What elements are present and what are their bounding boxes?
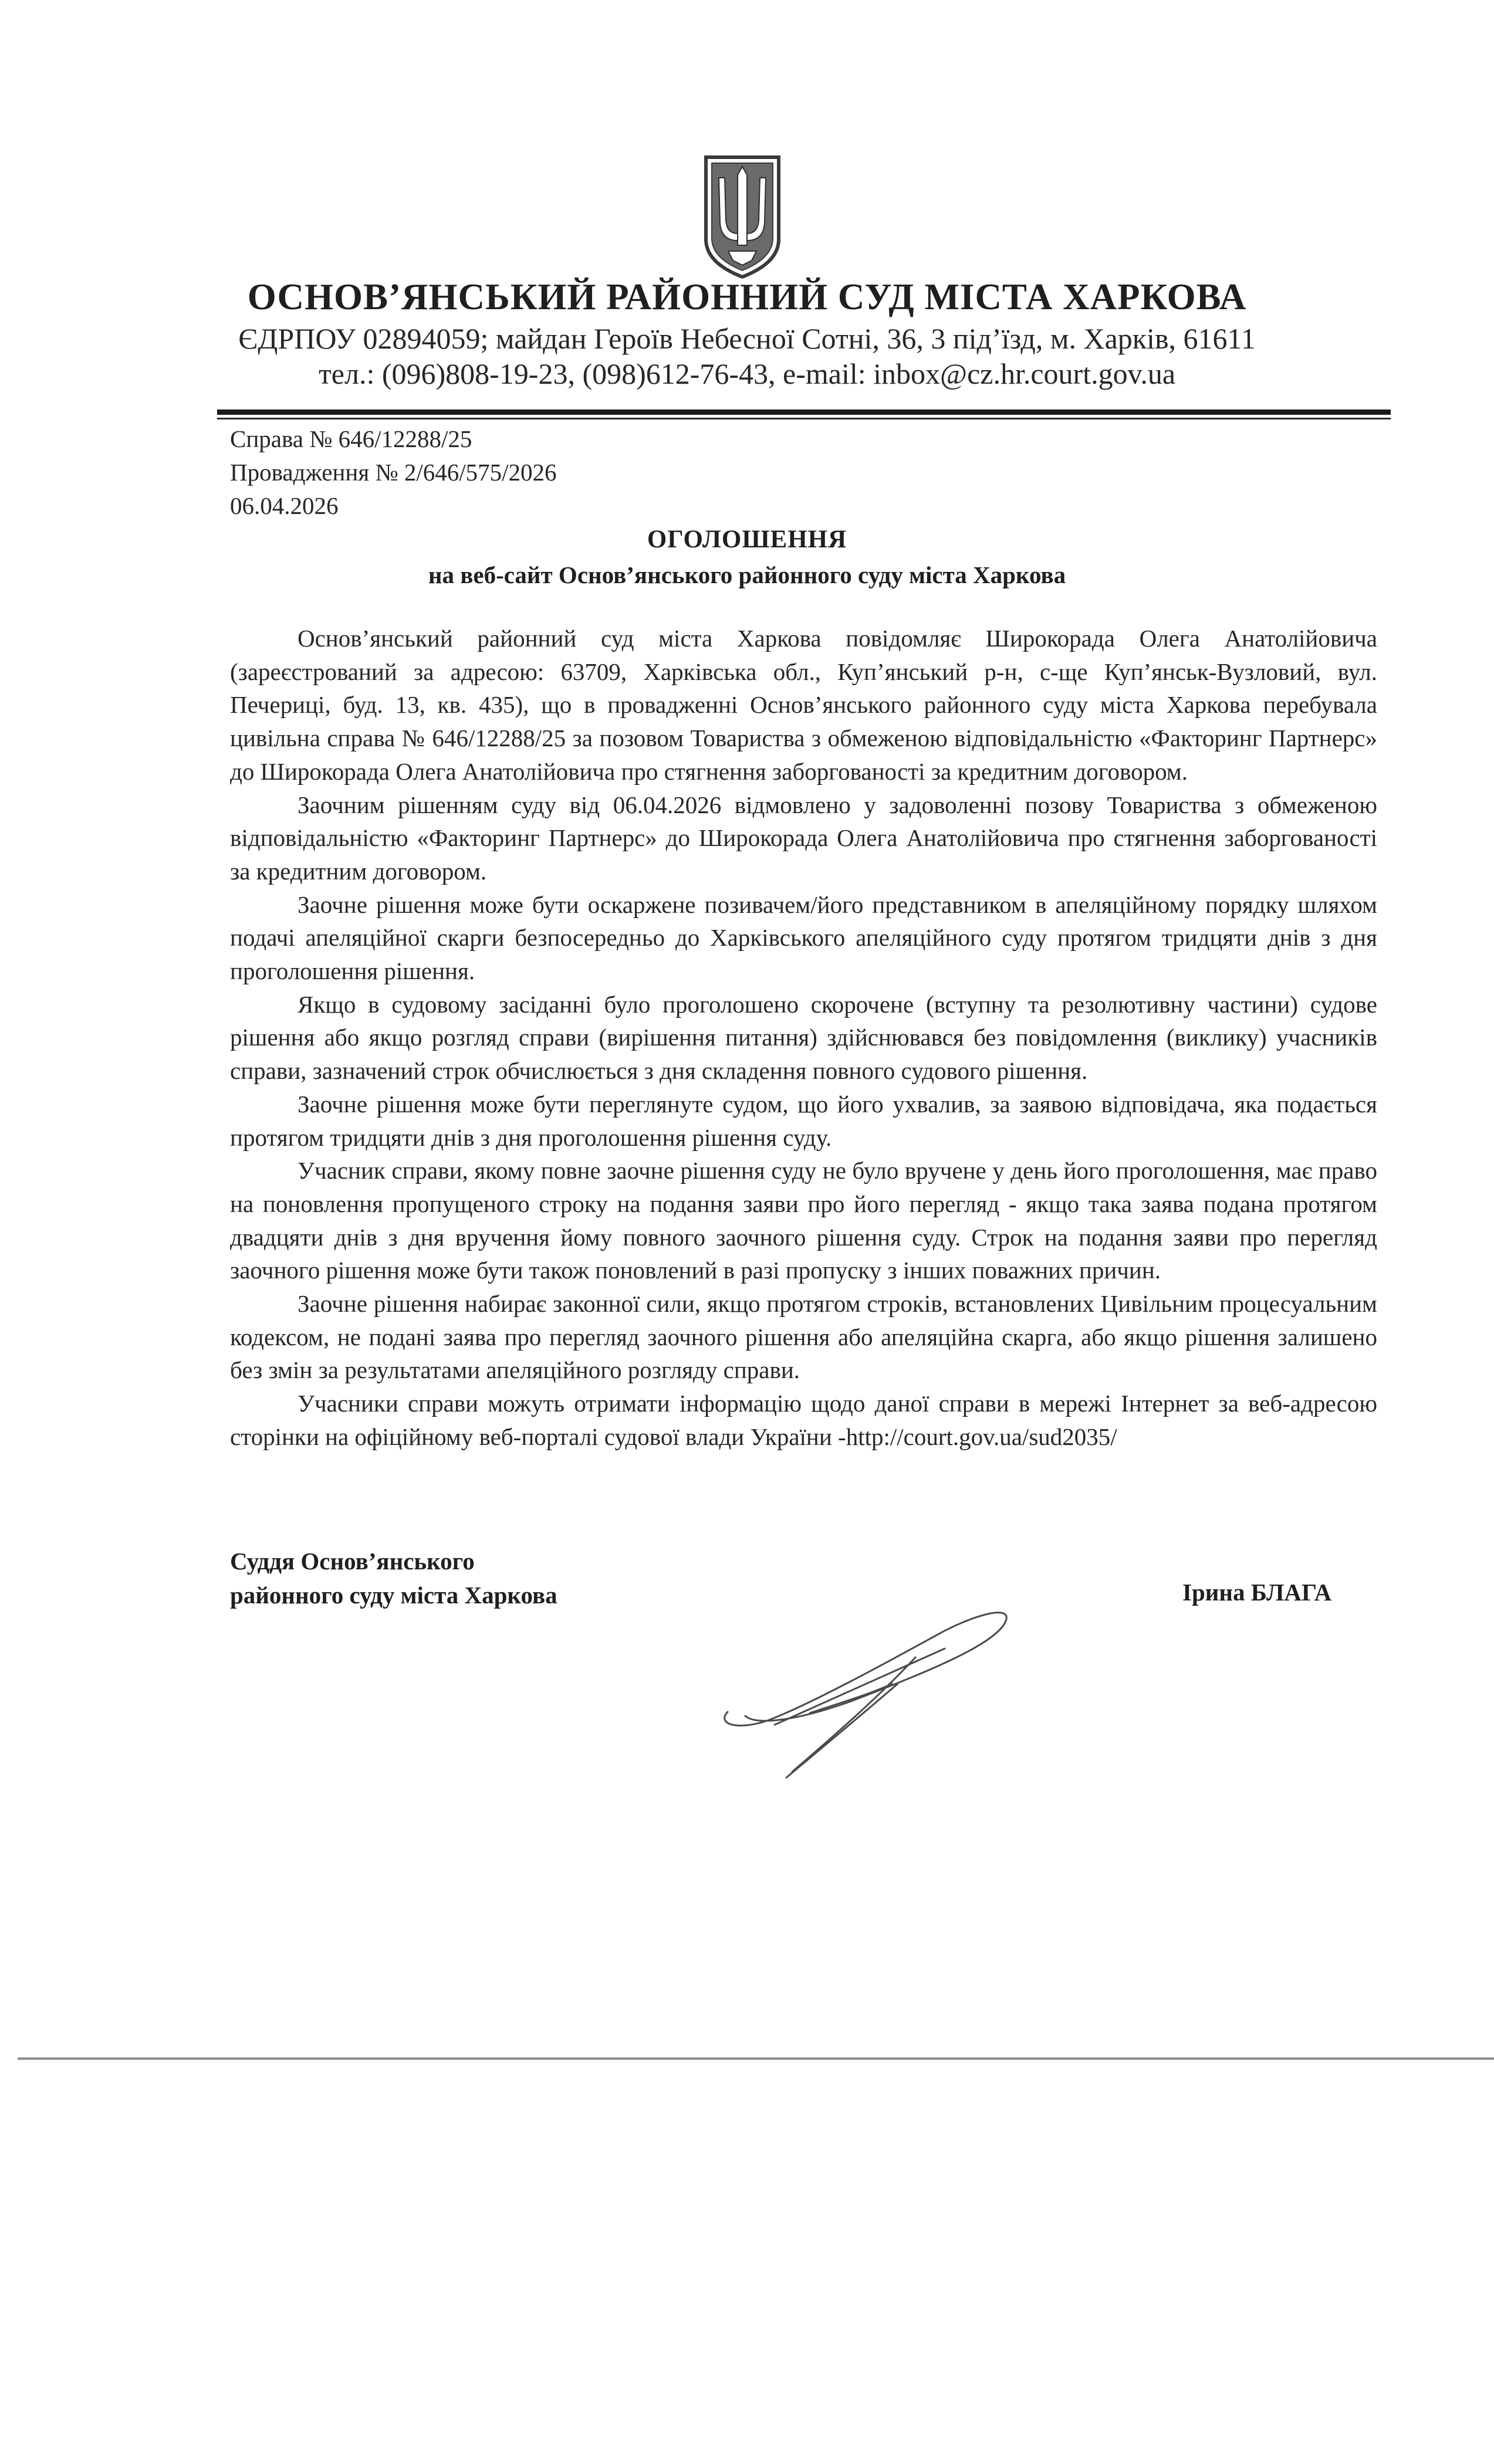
court-name: ОСНОВ’ЯНСЬКИЙ РАЙОННИЙ СУД МІСТА ХАРКОВА	[247, 276, 1247, 317]
court-address: ЄДРПОУ 02894059; майдан Героїв Небесної Сотні, 36, 3 під’їзд, м. Харків, 61611	[238, 322, 1256, 355]
paragraph: Заочним рішенням суду від 06.04.2026 відмовлено у задоволенні позову Товариства з обмеженою відповідальністю «Факторинг Партнерс» до Широкорада Олега Анатолійовича про стягнення заборгованості за кредитним договором.	[230, 791, 1377, 885]
judge-title	[230, 1544, 557, 1612]
page-edge-line	[18, 2057, 1494, 2060]
trident-emblem-icon	[701, 151, 783, 280]
paragraph: Учасник справи, якому повне заочне рішення суду не було вручене у день його проголошення, має право на поновлення пропущеного строку на подання заяви про його перегляд - якщо така заява подана протягом двадцяти днів з дня вручення йому повного заочного рішення суду. Строк на подання заяви про перегляд заочного рішення може бути також поновлений в разі пропуску з інших поважних причин.	[230, 1157, 1377, 1284]
judge-title-line: Суддя Основ’янського	[230, 1548, 475, 1575]
announcement-body	[230, 622, 1377, 1454]
header-divider-thin	[217, 418, 1391, 419]
handwritten-signature-icon	[704, 1584, 1033, 1783]
paragraph: Якщо в судовому засіданні було проголошено скорочене (вступну та резолютивну частини) судове рішення або якщо розгляд справи (вирішення питання) здійснювався без повідомлення (виклику) учасників справи, зазначений строк обчислюється з дня складення повного судового рішення.	[230, 990, 1377, 1085]
paragraph: Учасники справи можуть отримати інформацію щодо даної справи в мережі Інтернет за веб-адресою сторінки на офіційному веб-порталі судової влади України -http://court.gov.ua/sud2035/	[230, 1390, 1377, 1450]
case-info	[230, 422, 557, 523]
proceeding-number: Провадження № 2/646/575/2026	[230, 459, 557, 486]
paragraph: Заочне рішення може бути переглянуте судом, що його ухвалив, за заявою відповідача, яка подається протягом тридцяти днів з дня проголошення рішення суду.	[230, 1090, 1377, 1151]
paragraph: Основ’янський районний суд міста Харкова повідомляє Широкорада Олега Анатолійовича (зареєстрований за адресою: 63709, Харківська обл., Куп’янський р-н, с-ще Куп’янськ-Вузловий, вул. Печериці, буд. 13, кв. 435), що в провадженні Основ’янського районного суду міста Харкова перебувала цивільна справа № 646/12288/25 за позовом Товариства з обмеженою відповідальністю «Факторинг Партнерс» до Широкорада Олега Анатолійовича про стягнення заборгованості за кредитним договором.	[230, 625, 1377, 785]
header-divider	[217, 409, 1391, 415]
judge-name: Ірина БЛАГА	[1182, 1579, 1332, 1606]
announcement-subtitle: на веб-сайт Основ’янського районного суду міста Харкова	[428, 561, 1066, 588]
case-number: Справа № 646/12288/25	[230, 425, 472, 452]
court-contacts: тел.: (096)808-19-23, (098)612-76-43, e-mail: inbox@cz.hr.court.gov.ua	[318, 357, 1176, 390]
announcement-title: ОГОЛОШЕННЯ	[647, 526, 847, 553]
paragraph: Заочне рішення набирає законної сили, якщо протягом строків, встановлених Цивільним процесуальним кодексом, не подані заява про перегляд заочного рішення або апеляційна скарга, або якщо рішення залишено без змін за результатами апеляційного розгляду справи.	[230, 1290, 1377, 1384]
judge-title-line: районного суду міста Харкова	[230, 1582, 557, 1609]
paragraph: Заочне рішення може бути оскаржене позивачем/його представником в апеляційному порядку шляхом подачі апеляційної скарги безпосередньо до Харківського апеляційного суду протягом тридцяти днів з дня проголошення рішення.	[230, 891, 1377, 985]
document-date: 06.04.2026	[230, 492, 339, 519]
